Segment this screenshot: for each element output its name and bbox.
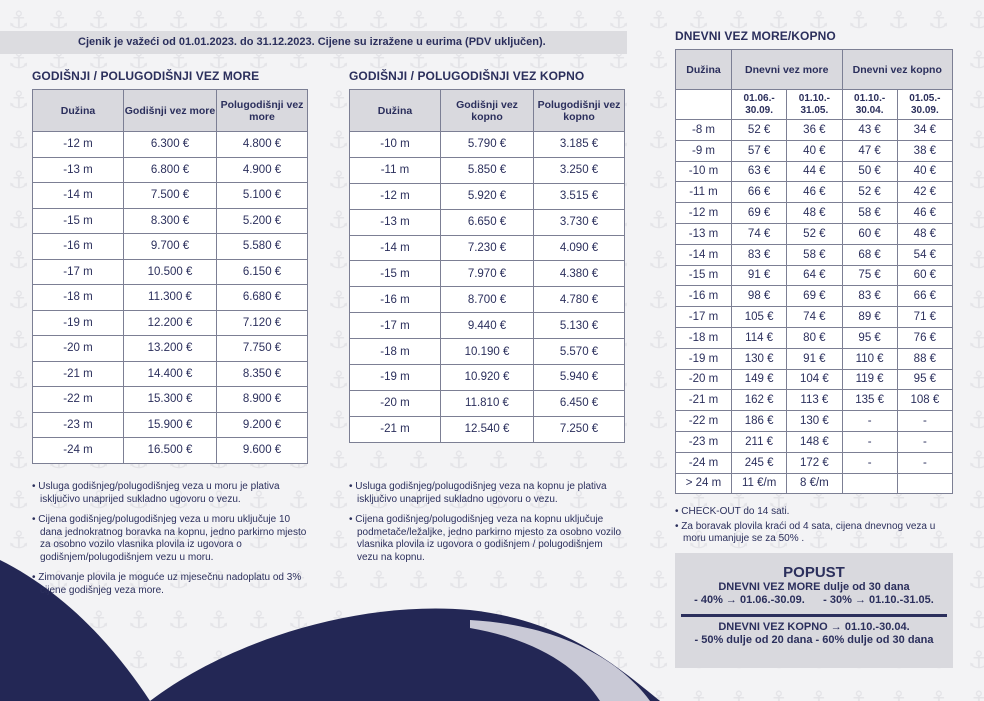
- length-cell: -20 m: [33, 336, 124, 362]
- table-row: [676, 307, 953, 328]
- price-cell: 98 €: [732, 286, 787, 307]
- table-row: [676, 203, 953, 224]
- price-cell: 52 €: [787, 223, 842, 244]
- table-row: [33, 259, 308, 285]
- validity-banner: [0, 31, 627, 54]
- land-notes: [349, 481, 625, 572]
- header-length: Dužina: [350, 90, 441, 132]
- sea-title: GODIŠNJI / POLUGODIŠNJI VEZ MORE: [32, 69, 260, 83]
- length-cell: -22 m: [33, 387, 124, 413]
- price-cell: 46 €: [787, 182, 842, 203]
- period-header: 01.10.- 31.05.: [787, 90, 842, 120]
- length-cell: -13 m: [676, 223, 732, 244]
- table-row: [350, 339, 625, 365]
- price-cell: 83 €: [842, 286, 897, 307]
- table-row: [676, 244, 953, 265]
- table-row: [350, 157, 625, 183]
- price-cell: 4.090 €: [534, 235, 625, 261]
- table-row: [33, 310, 308, 336]
- price-cell: 74 €: [732, 223, 787, 244]
- note: • Usluga godišnjeg/polugodišnjeg veza na kopnu je plativa isključivo unaprijed sukladno ugovoru o vezu.: [349, 481, 607, 505]
- price-cell: 7.230 €: [441, 235, 534, 261]
- length-cell: -10 m: [350, 132, 441, 158]
- price-cell: 91 €: [732, 265, 787, 286]
- price-cell: 44 €: [787, 161, 842, 182]
- price-cell: 10.500 €: [124, 259, 217, 285]
- price-cell: 9.600 €: [217, 438, 308, 464]
- sea-price-table: [32, 89, 308, 464]
- length-cell: -13 m: [33, 157, 124, 183]
- price-cell: 52 €: [732, 120, 787, 141]
- price-cell: -: [897, 431, 952, 452]
- length-cell: -18 m: [350, 339, 441, 365]
- length-cell: -15 m: [676, 265, 732, 286]
- table-row: [676, 265, 953, 286]
- price-cell: 52 €: [842, 182, 897, 203]
- price-cell: 5.920 €: [441, 183, 534, 209]
- table-row: [350, 261, 625, 287]
- price-cell: 91 €: [787, 348, 842, 369]
- length-cell: -21 m: [33, 361, 124, 387]
- length-cell: -20 m: [350, 390, 441, 416]
- length-cell: -21 m: [350, 416, 441, 442]
- length-cell: -19 m: [676, 348, 732, 369]
- price-cell: 50 €: [842, 161, 897, 182]
- table-row: [350, 365, 625, 391]
- price-cell: 110 €: [842, 348, 897, 369]
- length-cell: -15 m: [350, 261, 441, 287]
- table-row: [676, 223, 953, 244]
- table-row: [33, 438, 308, 464]
- price-cell: 105 €: [732, 307, 787, 328]
- price-cell: 162 €: [732, 390, 787, 411]
- length-cell: -22 m: [676, 411, 732, 432]
- price-cell: 4.800 €: [217, 132, 308, 158]
- length-cell: -13 m: [350, 209, 441, 235]
- price-cell: 148 €: [787, 431, 842, 452]
- price-cell: 60 €: [842, 223, 897, 244]
- price-cell: 6.680 €: [217, 285, 308, 311]
- header-daily-sea: Dnevni vez more: [732, 50, 843, 90]
- price-cell: 57 €: [732, 140, 787, 161]
- price-cell: 95 €: [897, 369, 952, 390]
- land-title: GODIŠNJI / POLUGODIŠNJI VEZ KOPNO: [349, 69, 585, 83]
- price-cell: 43 €: [842, 120, 897, 141]
- price-cell: 5.580 €: [217, 234, 308, 260]
- price-cell: 6.650 €: [441, 209, 534, 235]
- price-cell: 48 €: [787, 203, 842, 224]
- price-cell: 113 €: [787, 390, 842, 411]
- price-cell: 5.940 €: [534, 365, 625, 391]
- price-cell: 9.440 €: [441, 313, 534, 339]
- table-row: [33, 157, 308, 183]
- divider: [681, 614, 947, 617]
- price-cell: 15.900 €: [124, 412, 217, 438]
- price-cell: 8.300 €: [124, 208, 217, 234]
- price-cell: [897, 473, 952, 494]
- price-cell: 5.850 €: [441, 157, 534, 183]
- table-row: [350, 183, 625, 209]
- length-cell: -19 m: [33, 310, 124, 336]
- length-cell: -10 m: [676, 161, 732, 182]
- note: • Cijena godišnjeg/polugodišnjeg veza na kopnu uključuje podmetače/ležaljke, jedno parkirno mjesto za osobno vozilo vlasnika plovila iz ugovora o godišnjem / polugodišnjem vezu na kopnu.: [349, 514, 622, 563]
- price-cell: 40 €: [897, 161, 952, 182]
- price-cell: -: [842, 431, 897, 452]
- discount-line: DNEVNI VEZ KOPNO → 01.10.-30.04.: [718, 621, 910, 633]
- price-cell: 3.250 €: [534, 157, 625, 183]
- table-row: [33, 208, 308, 234]
- price-cell: 12.200 €: [124, 310, 217, 336]
- price-cell: 4.780 €: [534, 287, 625, 313]
- length-cell: -18 m: [33, 285, 124, 311]
- length-cell: -23 m: [33, 412, 124, 438]
- price-cell: -: [842, 411, 897, 432]
- price-cell: 8 €/m: [787, 473, 842, 494]
- length-cell: -11 m: [676, 182, 732, 203]
- table-row: [350, 235, 625, 261]
- table-row: [676, 120, 953, 141]
- price-cell: 13.200 €: [124, 336, 217, 362]
- table-row: [676, 411, 953, 432]
- price-cell: 7.500 €: [124, 183, 217, 209]
- note: • CHECK-OUT do 14 sati.: [675, 506, 790, 517]
- price-cell: 5.790 €: [441, 132, 534, 158]
- price-cell: 6.450 €: [534, 390, 625, 416]
- length-cell: -21 m: [676, 390, 732, 411]
- price-cell: 60 €: [897, 265, 952, 286]
- price-cell: 119 €: [842, 369, 897, 390]
- header-annual: Godišnji vez more: [124, 90, 217, 132]
- price-cell: 211 €: [732, 431, 787, 452]
- table-row: [350, 313, 625, 339]
- table-row: [350, 416, 625, 442]
- price-cell: 63 €: [732, 161, 787, 182]
- table-row: [676, 161, 953, 182]
- price-cell: 7.120 €: [217, 310, 308, 336]
- length-cell: -16 m: [33, 234, 124, 260]
- price-cell: 11.810 €: [441, 390, 534, 416]
- price-cell: 76 €: [897, 327, 952, 348]
- price-cell: 3.730 €: [534, 209, 625, 235]
- land-price-table: [349, 89, 625, 443]
- price-cell: 58 €: [842, 203, 897, 224]
- price-cell: 48 €: [897, 223, 952, 244]
- price-cell: 9.200 €: [217, 412, 308, 438]
- price-cell: 5.200 €: [217, 208, 308, 234]
- price-cell: 64 €: [787, 265, 842, 286]
- discount-line: DNEVNI VEZ MORE dulje od 30 dana: [718, 581, 910, 593]
- price-cell: 89 €: [842, 307, 897, 328]
- price-cell: 6.800 €: [124, 157, 217, 183]
- price-cell: 42 €: [897, 182, 952, 203]
- note: • Za boravak plovila kraći od 4 sata, cijena dnevnog veza u moru umanjuje se za 50% .: [675, 520, 936, 544]
- length-cell: -20 m: [676, 369, 732, 390]
- price-cell: 69 €: [787, 286, 842, 307]
- header-semiannual: Polugodišnji vez more: [217, 90, 308, 132]
- validity-text: Cjenik je važeći od 01.01.2023. do 31.12.2023. Cijene su izražene u eurima (PDV uključen).: [78, 36, 546, 48]
- price-cell: 4.380 €: [534, 261, 625, 287]
- price-cell: 130 €: [787, 411, 842, 432]
- price-cell: 83 €: [732, 244, 787, 265]
- length-cell: -8 m: [676, 120, 732, 141]
- table-row: [33, 285, 308, 311]
- price-cell: 10.190 €: [441, 339, 534, 365]
- table-row: [676, 369, 953, 390]
- price-cell: 108 €: [897, 390, 952, 411]
- length-cell: -11 m: [350, 157, 441, 183]
- length-cell: -14 m: [350, 235, 441, 261]
- price-cell: 80 €: [787, 327, 842, 348]
- price-cell: 74 €: [787, 307, 842, 328]
- table-row: [350, 132, 625, 158]
- length-cell: -12 m: [350, 183, 441, 209]
- price-cell: 88 €: [897, 348, 952, 369]
- price-cell: 11 €/m: [732, 473, 787, 494]
- length-cell: -16 m: [676, 286, 732, 307]
- length-cell: -19 m: [350, 365, 441, 391]
- price-cell: 34 €: [897, 120, 952, 141]
- price-cell: 47 €: [842, 140, 897, 161]
- table-row: [33, 132, 308, 158]
- price-cell: 7.250 €: [534, 416, 625, 442]
- price-cell: 6.300 €: [124, 132, 217, 158]
- price-cell: 3.185 €: [534, 132, 625, 158]
- table-row: [33, 336, 308, 362]
- daily-notes: [675, 506, 955, 554]
- header-annual: Godišnji vez kopno: [441, 90, 534, 132]
- price-cell: 172 €: [787, 452, 842, 473]
- length-cell: -24 m: [33, 438, 124, 464]
- price-cell: 46 €: [897, 203, 952, 224]
- price-cell: 7.970 €: [441, 261, 534, 287]
- price-cell: 6.150 €: [217, 259, 308, 285]
- table-row: [676, 286, 953, 307]
- price-cell: 69 €: [732, 203, 787, 224]
- price-cell: 14.400 €: [124, 361, 217, 387]
- discount-title: POPUST: [783, 564, 845, 581]
- length-cell: -17 m: [350, 313, 441, 339]
- note: • Zimovanje plovila je moguće uz mjesečnu nadoplatu od 3% cijene godišnjeg veza more.: [32, 572, 302, 596]
- price-cell: -: [897, 411, 952, 432]
- table-row: [676, 348, 953, 369]
- table-row: [676, 182, 953, 203]
- length-cell: > 24 m: [676, 473, 732, 494]
- daily-title: DNEVNI VEZ MORE/KOPNO: [675, 29, 836, 43]
- table-row: [33, 183, 308, 209]
- discount-line: - 50% dulje od 20 dana - 60% dulje od 30 dana: [694, 634, 934, 646]
- price-cell: 7.750 €: [217, 336, 308, 362]
- price-cell: 9.700 €: [124, 234, 217, 260]
- discount-line: - 40% → 01.06.-30.09. - 30% → 01.10.-31.05.: [694, 594, 934, 606]
- length-cell: -17 m: [676, 307, 732, 328]
- price-cell: 58 €: [787, 244, 842, 265]
- price-cell: 68 €: [842, 244, 897, 265]
- header-empty: [676, 90, 732, 120]
- note: • Usluga godišnjeg/polugodišnjeg veza u moru je plativa isključivo unaprijed sukladno ugovoru o vezu.: [32, 481, 280, 505]
- header-semiannual: Polugodišnji vez kopno: [534, 90, 625, 132]
- price-cell: 5.130 €: [534, 313, 625, 339]
- period-header: 01.06.- 30.09.: [732, 90, 787, 120]
- price-cell: 149 €: [732, 369, 787, 390]
- period-header: 01.05.- 30.09.: [897, 90, 952, 120]
- price-cell: 10.920 €: [441, 365, 534, 391]
- table-row: [676, 327, 953, 348]
- price-cell: 8.350 €: [217, 361, 308, 387]
- length-cell: -12 m: [676, 203, 732, 224]
- table-row: [33, 387, 308, 413]
- length-cell: -17 m: [33, 259, 124, 285]
- price-cell: 36 €: [787, 120, 842, 141]
- price-cell: 12.540 €: [441, 416, 534, 442]
- price-cell: 114 €: [732, 327, 787, 348]
- price-cell: 5.570 €: [534, 339, 625, 365]
- price-cell: 8.900 €: [217, 387, 308, 413]
- price-cell: 66 €: [897, 286, 952, 307]
- header-length: Dužina: [676, 50, 732, 90]
- price-cell: 3.515 €: [534, 183, 625, 209]
- length-cell: -18 m: [676, 327, 732, 348]
- period-header: 01.10.- 30.04.: [842, 90, 897, 120]
- price-cell: 40 €: [787, 140, 842, 161]
- length-cell: -16 m: [350, 287, 441, 313]
- price-cell: 16.500 €: [124, 438, 217, 464]
- daily-price-table: [675, 49, 953, 494]
- price-cell: 4.900 €: [217, 157, 308, 183]
- price-cell: 54 €: [897, 244, 952, 265]
- price-cell: 186 €: [732, 411, 787, 432]
- table-row: [33, 412, 308, 438]
- price-cell: 66 €: [732, 182, 787, 203]
- price-cell: 75 €: [842, 265, 897, 286]
- price-cell: -: [842, 452, 897, 473]
- price-cell: 245 €: [732, 452, 787, 473]
- table-row: [676, 140, 953, 161]
- price-cell: 15.300 €: [124, 387, 217, 413]
- price-cell: -: [897, 452, 952, 473]
- length-cell: -9 m: [676, 140, 732, 161]
- length-cell: -14 m: [676, 244, 732, 265]
- table-row: [33, 234, 308, 260]
- table-row: [350, 209, 625, 235]
- price-cell: 71 €: [897, 307, 952, 328]
- length-cell: -23 m: [676, 431, 732, 452]
- length-cell: -12 m: [33, 132, 124, 158]
- price-cell: 130 €: [732, 348, 787, 369]
- length-cell: -15 m: [33, 208, 124, 234]
- length-cell: -14 m: [33, 183, 124, 209]
- table-row: [676, 390, 953, 411]
- header-daily-land: Dnevni vez kopno: [842, 50, 953, 90]
- price-cell: 135 €: [842, 390, 897, 411]
- price-cell: 11.300 €: [124, 285, 217, 311]
- price-cell: 38 €: [897, 140, 952, 161]
- price-cell: 5.100 €: [217, 183, 308, 209]
- price-cell: 95 €: [842, 327, 897, 348]
- table-row: [676, 473, 953, 494]
- table-row: [676, 431, 953, 452]
- table-row: [350, 287, 625, 313]
- table-row: [33, 361, 308, 387]
- note: • Cijena godišnjeg/polugodišnjeg veza u moru uključuje 10 dana jednokratnog boravka na kopnu, jedno parkirno mjesto za osobno vozilo vlasnika plovila iz ugovora o godišnjem/polugodišnjem vezu u moru.: [32, 514, 307, 563]
- price-cell: [842, 473, 897, 494]
- table-row: [676, 452, 953, 473]
- price-cell: 104 €: [787, 369, 842, 390]
- price-cell: 8.700 €: [441, 287, 534, 313]
- table-row: [350, 390, 625, 416]
- header-length: Dužina: [33, 90, 124, 132]
- length-cell: -24 m: [676, 452, 732, 473]
- sea-notes: [32, 481, 308, 605]
- discount-box: [675, 553, 953, 668]
